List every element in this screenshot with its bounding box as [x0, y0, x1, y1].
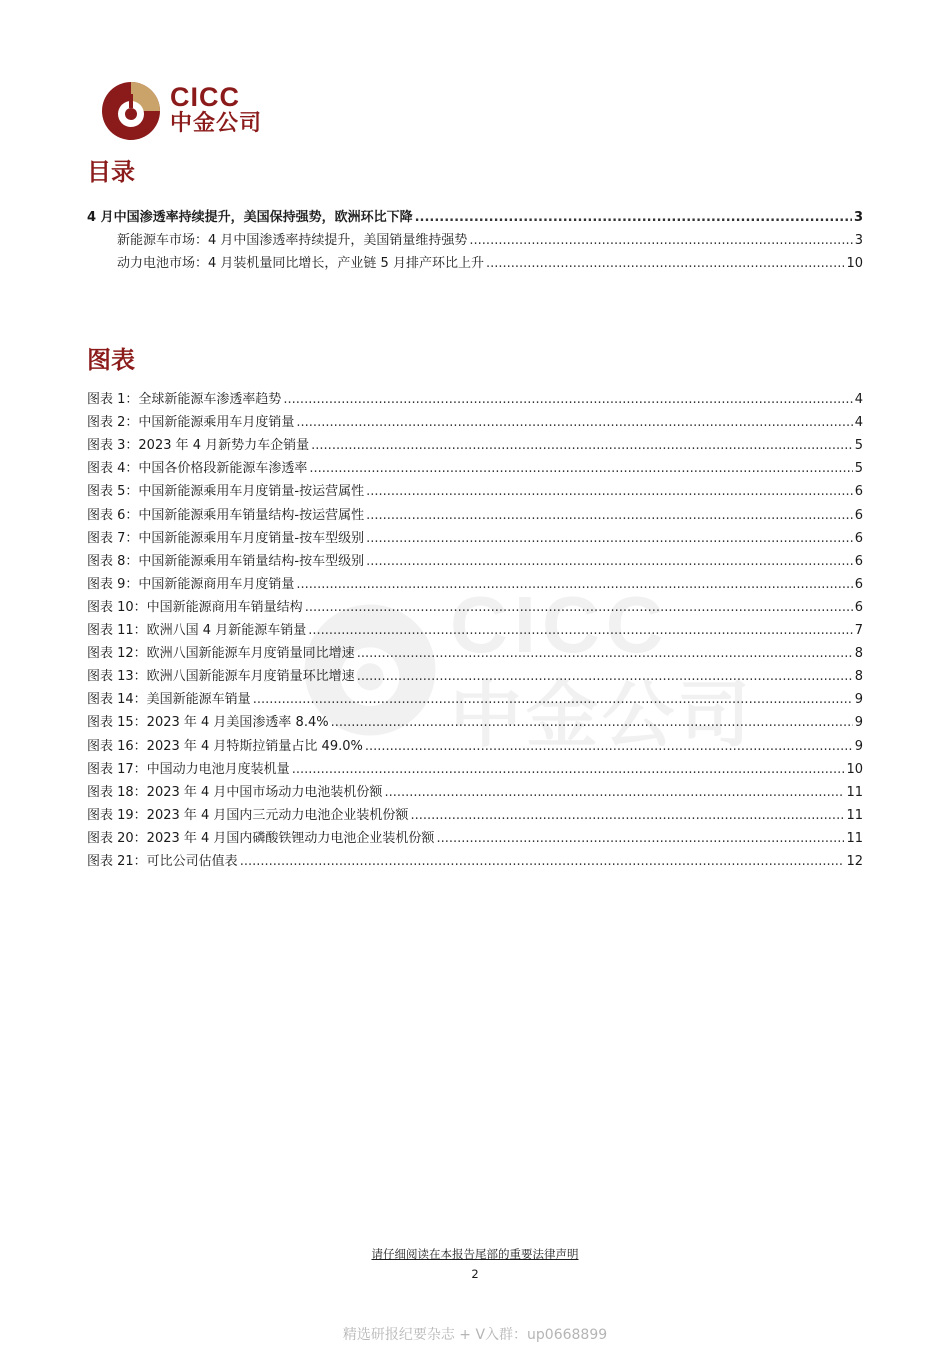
cicc-logo [100, 80, 270, 142]
figure-entry-title: 图表 20：2023 年 4 月国内磷酸铁锂动力电池企业装机份额 [87, 831, 435, 846]
figure-entry-page: 12 [846, 854, 863, 869]
toc-leader [410, 806, 844, 826]
figure-entry[interactable] [87, 829, 863, 849]
toc-leader [283, 390, 852, 410]
figure-entry-title: 图表 14：美国新能源车销量 [87, 692, 251, 707]
toc-leader [331, 713, 853, 733]
figure-entry-page: 6 [854, 554, 863, 569]
toc-leader [384, 783, 844, 803]
figure-entry-title: 图表 13：欧洲八国新能源车月度销量环比增速 [87, 669, 355, 684]
figure-entry-title: 图表 4：中国各价格段新能源车渗透率 [87, 461, 308, 476]
figure-entry-title: 图表 10：中国新能源商用车销量结构 [87, 600, 303, 615]
figure-entry-page: 8 [854, 669, 863, 684]
figure-entry[interactable] [87, 852, 863, 872]
toc-entry[interactable] [117, 231, 863, 251]
toc-entry-title: 动力电池市场：4 月装机量同比增长，产业链 5 月排产环比上升 [117, 256, 484, 271]
figure-entry-page: 4 [854, 392, 863, 407]
figure-entry[interactable] [87, 598, 863, 618]
figure-entry[interactable] [87, 413, 863, 433]
figures-heading: 图表 [87, 346, 135, 374]
figure-entry-page: 11 [846, 785, 863, 800]
toc-leader [415, 208, 852, 228]
figure-entry-page: 10 [846, 762, 863, 777]
figure-entry-page: 9 [854, 692, 863, 707]
figure-entry-title: 图表 11：欧洲八国 4 月新能源车销量 [87, 623, 307, 638]
figure-entry[interactable] [87, 621, 863, 641]
figure-entry-title: 图表 18：2023 年 4 月中国市场动力电池装机份额 [87, 785, 383, 800]
figure-entry-page: 6 [854, 484, 863, 499]
figure-entry-page: 9 [854, 715, 863, 730]
figure-entry[interactable] [87, 760, 863, 780]
figure-entry-title: 图表 5：中国新能源乘用车月度销量-按运营属性 [87, 484, 365, 499]
toc-leader [296, 575, 852, 595]
figure-entry-page: 8 [854, 646, 863, 661]
toc-entry-title: 4 月中国渗透率持续提升，美国保持强势，欧洲环比下降 [87, 210, 413, 225]
figure-entry-title: 图表 7：中国新能源乘用车月度销量-按车型级别 [87, 531, 365, 546]
figure-entry-title: 图表 21：可比公司估值表 [87, 854, 238, 869]
page-number: 2 [471, 1267, 479, 1281]
figure-entry-page: 7 [854, 623, 863, 638]
figure-entry[interactable] [87, 806, 863, 826]
toc-leader [357, 644, 853, 664]
figure-entry[interactable] [87, 737, 863, 757]
toc-entry-page: 3 [853, 210, 863, 225]
figure-entry-page: 6 [854, 508, 863, 523]
figure-entry-page: 5 [854, 438, 863, 453]
figure-entry-title: 图表 2：中国新能源乘用车月度销量 [87, 415, 295, 430]
toc-leader [240, 852, 845, 872]
watermark-cn: 中金公司 [450, 673, 755, 757]
watermark-en: CICC [450, 580, 670, 669]
logo-wordmark-en: CICC [170, 82, 240, 112]
figure-entry-title: 图表 19：2023 年 4 月国内三元动力电池企业装机份额 [87, 808, 409, 823]
figure-entry-title: 图表 16：2023 年 4 月特斯拉销量占比 49.0% [87, 739, 363, 754]
figure-entry-title: 图表 12：欧洲八国新能源车月度销量同比增速 [87, 646, 355, 661]
toc-leader [366, 529, 853, 549]
figure-entry-page: 6 [854, 600, 863, 615]
figure-entry[interactable] [87, 436, 863, 456]
toc-leader [253, 690, 853, 710]
figure-entry[interactable] [87, 575, 863, 595]
toc-leader [436, 829, 844, 849]
figure-entry-title: 图表 6：中国新能源乘用车销量结构-按运营属性 [87, 508, 365, 523]
toc-leader [365, 737, 853, 757]
toc-leader [292, 760, 845, 780]
figure-entry-title: 图表 17：中国动力电池月度装机量 [87, 762, 290, 777]
toc-leader [366, 552, 853, 572]
bottom-watermark-text: 精选研报纪要杂志 + V入群：up0668899 [342, 1327, 608, 1343]
toc-entry-page: 3 [854, 233, 863, 248]
toc-leader [311, 436, 853, 456]
toc-leader [357, 667, 853, 687]
toc-entry-title: 新能源车市场：4 月中国渗透率持续提升，美国销量维持强势 [117, 233, 468, 248]
figure-entry-page: 6 [854, 531, 863, 546]
logo-wordmark-cn: 中金公司 [170, 111, 263, 136]
figure-entry-page: 11 [846, 831, 863, 846]
figure-entry-title: 图表 9：中国新能源商用车月度销量 [87, 577, 295, 592]
figure-entry[interactable] [87, 390, 863, 410]
legal-disclaimer-link[interactable]: 请仔细阅读在本报告尾部的重要法律声明 [371, 1247, 579, 1261]
figure-entry-title: 图表 8：中国新能源乘用车销量结构-按车型级别 [87, 554, 365, 569]
figure-entry-page: 9 [854, 739, 863, 754]
figure-entry[interactable] [87, 459, 863, 479]
cicc-logo-mark-icon [100, 80, 162, 142]
figure-entry[interactable] [87, 667, 863, 687]
figure-entry-title: 图表 1：全球新能源车渗透率趋势 [87, 392, 282, 407]
toc-leader [366, 482, 853, 502]
figure-entry[interactable] [87, 482, 863, 502]
contents-heading: 目录 [87, 158, 135, 186]
toc-entry-page: 10 [846, 256, 863, 271]
toc-entry[interactable] [87, 208, 863, 228]
figure-entry-page: 5 [854, 461, 863, 476]
figure-entry[interactable] [87, 552, 863, 572]
figure-entry[interactable] [87, 713, 863, 733]
figure-entry-title: 图表 3：2023 年 4 月新势力车企销量 [87, 438, 310, 453]
figure-entry-title: 图表 15：2023 年 4 月美国渗透率 8.4% [87, 715, 329, 730]
toc-leader [469, 231, 852, 251]
toc-leader [309, 459, 852, 479]
figure-entry[interactable] [87, 690, 863, 710]
figure-entry-page: 4 [854, 415, 863, 430]
toc-leader [486, 254, 845, 274]
toc-leader [296, 413, 852, 433]
figure-entry-page: 6 [854, 577, 863, 592]
figure-entry[interactable] [87, 783, 863, 803]
toc-leader [308, 621, 853, 641]
figure-entry[interactable] [87, 506, 863, 526]
figure-entry-page: 11 [846, 808, 863, 823]
figure-entry[interactable] [87, 529, 863, 549]
toc-entry[interactable] [117, 254, 863, 274]
toc-leader [305, 598, 853, 618]
toc-leader [366, 506, 853, 526]
figure-entry[interactable] [87, 644, 863, 664]
